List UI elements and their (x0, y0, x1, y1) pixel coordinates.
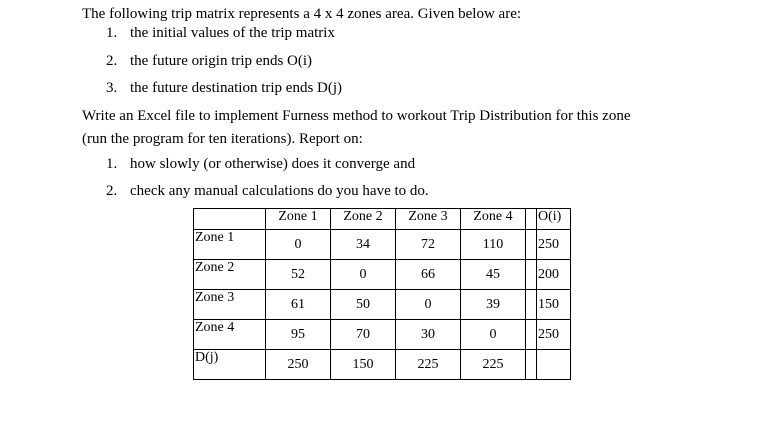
item-number: 1. (106, 25, 118, 41)
table-cell: 110 (461, 230, 526, 260)
table-cell: 30 (396, 320, 461, 350)
table-row (194, 230, 571, 260)
task-text-line1: Write an Excel file to implement Furness method to workout Trip Distribution for this zone (82, 108, 631, 124)
table-cell: 34 (331, 230, 396, 260)
origin-cell: 250 (537, 320, 571, 350)
given-item (106, 24, 335, 42)
table-cell: 0 (266, 230, 331, 260)
origin-cell: 150 (537, 290, 571, 320)
table-header-row (194, 209, 571, 230)
intro-text: The following trip matrix represents a 4 x 4 zones area. Given below are: (82, 6, 522, 22)
column-header: Zone 1 (266, 209, 331, 230)
item-number: 1. (106, 156, 118, 172)
table-cell: 61 (266, 290, 331, 320)
destination-cell: 150 (331, 350, 396, 380)
row-label: Zone 2 (194, 260, 266, 290)
task-text-line2: (run the program for ten iterations). Report on: (82, 131, 363, 147)
spacer-cell (526, 320, 537, 350)
item-text: the future destination trip ends D(j) (130, 80, 343, 96)
table-row (194, 260, 571, 290)
spacer-cell (526, 209, 537, 230)
table-cell: 52 (266, 260, 331, 290)
row-label: D(j) (194, 350, 266, 380)
header-corner-cell (194, 209, 266, 230)
table-cell: 45 (461, 260, 526, 290)
row-label: Zone 3 (194, 290, 266, 320)
spacer-cell (526, 290, 537, 320)
table-cell: 72 (396, 230, 461, 260)
item-number: 3. (106, 80, 118, 96)
column-header: Zone 3 (396, 209, 461, 230)
report-item (106, 155, 415, 173)
given-item (106, 79, 342, 97)
table-cell: 0 (396, 290, 461, 320)
column-header: Zone 2 (331, 209, 396, 230)
spacer-cell (526, 230, 537, 260)
row-label: Zone 4 (194, 320, 266, 350)
item-text: how slowly (or otherwise) does it converge and (130, 156, 416, 172)
table-cell: 70 (331, 320, 396, 350)
spacer-cell (526, 350, 537, 380)
item-number: 2. (106, 53, 118, 69)
table-cell: 66 (396, 260, 461, 290)
destination-row (194, 350, 571, 380)
table-row (194, 290, 571, 320)
given-item (106, 52, 312, 70)
item-number: 2. (106, 183, 118, 199)
row-label: Zone 1 (194, 230, 266, 260)
origin-cell: 250 (537, 230, 571, 260)
item-text: the initial values of the trip matrix (130, 25, 335, 41)
item-text: the future origin trip ends O(i) (130, 53, 313, 69)
report-item (106, 182, 429, 200)
destination-cell: 250 (266, 350, 331, 380)
spacer-cell (526, 260, 537, 290)
column-header: Zone 4 (461, 209, 526, 230)
table-cell: 0 (461, 320, 526, 350)
destination-cell: 225 (396, 350, 461, 380)
destination-cell: 225 (461, 350, 526, 380)
item-text: check any manual calculations do you have to do. (130, 183, 429, 199)
empty-cell (537, 350, 571, 380)
table-cell: 95 (266, 320, 331, 350)
column-header-origin: O(i) (537, 209, 571, 230)
table-row (194, 320, 571, 350)
trip-matrix-table (193, 208, 571, 380)
table-cell: 50 (331, 290, 396, 320)
table-cell: 39 (461, 290, 526, 320)
origin-cell: 200 (537, 260, 571, 290)
table-cell: 0 (331, 260, 396, 290)
